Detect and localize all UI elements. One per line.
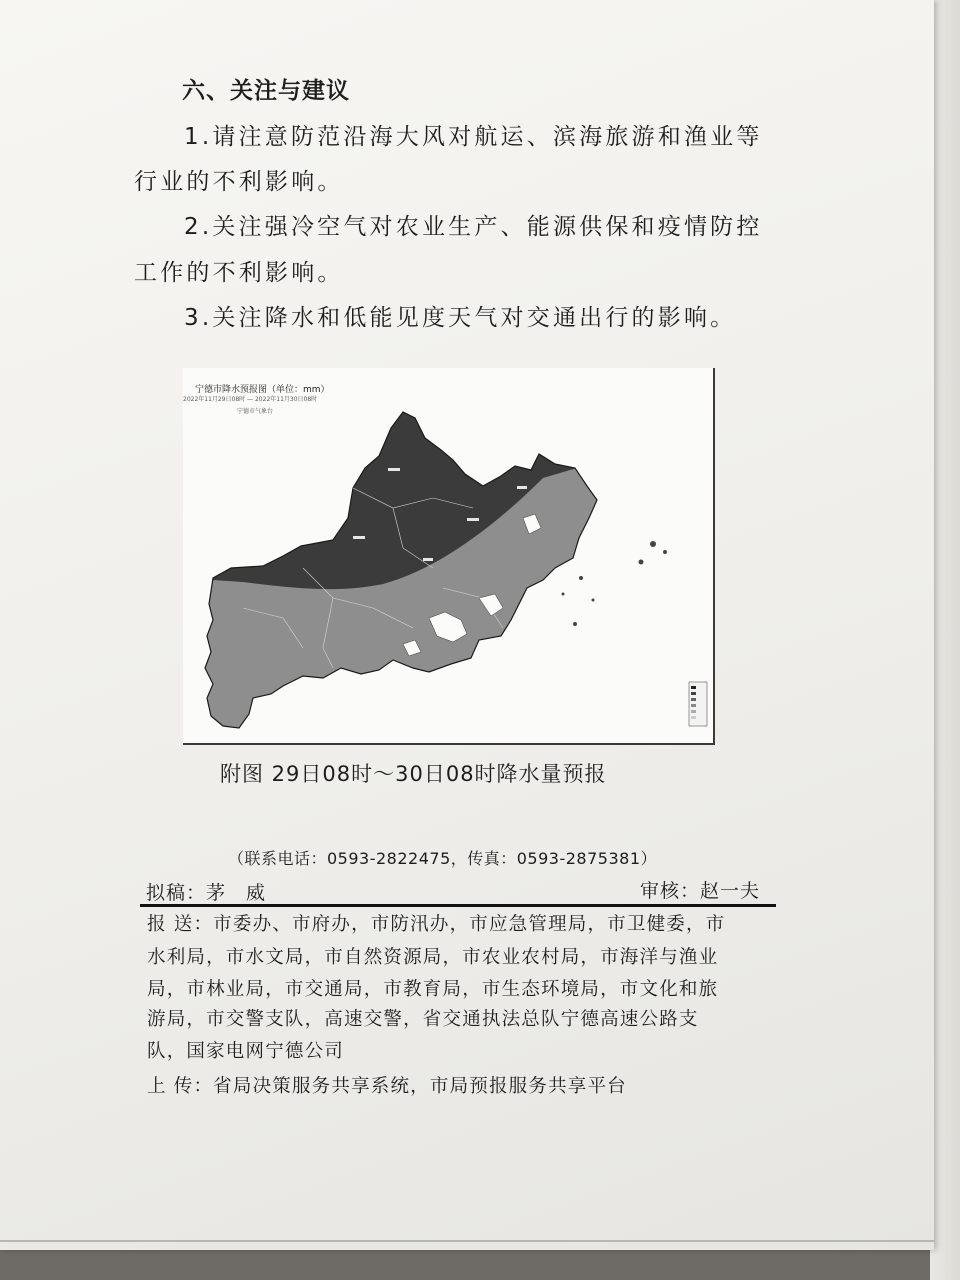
advice-3-line-1: 3.关注降水和低能见度天气对交通出行的影响。 xyxy=(184,305,737,331)
map-time-range: 2022年11月29日08时 — 2022年11月30日08时 xyxy=(183,396,318,403)
advice-2-line-2: 工作的不利影响。 xyxy=(134,260,344,286)
advice-1-line-1: 1.请注意防范沿海大风对航运、滨海旅游和渔业等 xyxy=(184,124,763,150)
reviewer-signature: 审核：赵一夫 xyxy=(640,880,761,902)
advice-2-line-1: 2.关注强冷空气对农业生产、能源供保和疫情防控 xyxy=(184,214,763,240)
upload-line: 上 传：省局决策服务共享系统，市局预报服务共享平台 xyxy=(147,1076,627,1097)
advice-1-line-2: 行业的不利影响。 xyxy=(134,169,344,195)
precipitation-map-figure xyxy=(183,368,715,745)
figure-caption: 附图 29日08时～30日08时降水量预报 xyxy=(220,762,607,786)
precipitation-map xyxy=(183,368,713,743)
light-precipitation-zone xyxy=(183,368,713,743)
map-issuer: 宁德市气象台 xyxy=(237,408,274,415)
underlying-sheet xyxy=(930,0,960,1280)
distribution-line-1: 报 送：市委办、市府办，市防汛办，市应急管理局，市卫健委，市 xyxy=(147,914,726,935)
map-legend xyxy=(689,682,707,726)
distribution-line-2: 水利局，市水文局，市自然资源局，市农业农村局，市海洋与渔业 xyxy=(147,947,719,968)
distribution-line-3: 局，市林业局，市交通局，市教育局，市生态环境局，市文化和旅 xyxy=(147,979,719,1000)
islands xyxy=(562,541,668,626)
distribution-line-5: 队，国家电网宁德公司 xyxy=(147,1041,345,1062)
drafter-signature: 拟稿：茅 威 xyxy=(146,882,267,904)
distribution-line-4: 游局，市交警支队，高速交警，省交通执法总队宁德高速公路支 xyxy=(147,1009,699,1030)
section-heading: 六、关注与建议 xyxy=(182,78,350,104)
map-title: 宁德市降水预报图（单位：mm） xyxy=(195,385,330,395)
contact-info: （联系电话：0593-2822475，传真：0593-2875381） xyxy=(228,849,658,868)
page-bottom-edge xyxy=(0,1240,934,1242)
signature-rule xyxy=(140,904,776,907)
